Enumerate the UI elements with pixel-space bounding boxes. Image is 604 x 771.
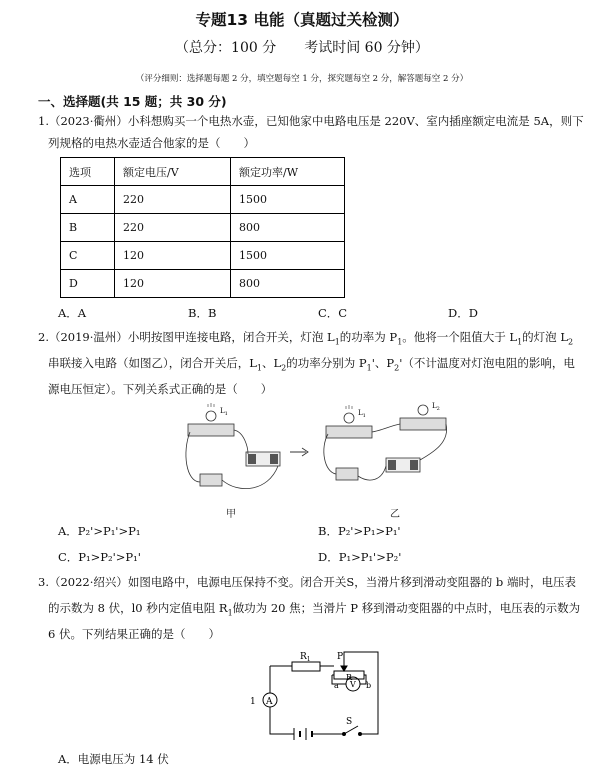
table-cell: 120 — [115, 242, 231, 270]
table-cell: 1500 — [231, 186, 345, 214]
q2-stem-line3: 源电压恒定）。下列关系式正确的是（ ） — [48, 382, 273, 396]
q2-stem-line1: 2.（2019·温州）小明按图甲连接电路，闭合开关，灯泡 $L_1$的功率为 $P_1$。他将一个阻值大于 $L_1$的灯泡 $L_2$ — [38, 330, 574, 347]
q2-circuit-figure — [178, 402, 452, 514]
q2-stem-line2: 串联接入电路（如图乙），闭合开关后，$L_1$、$L_2$的功率分别为 $P_1'$、$P_2'$（不计温度对灯泡电阻的影响，电 — [48, 356, 575, 373]
q1-stem-line2: 列规格的电热水壶适合他家的是（ ） — [48, 136, 255, 150]
q3-stem-line2: 的示数为 8 伏，l0 秒内定值电阻 $R_1$做功为 20 焦；当滑片 P 移到滑动变阻器的中点时，电压表的示数为 — [48, 601, 581, 618]
table-cell: 800 — [231, 214, 345, 242]
circuit-yi — [324, 402, 447, 480]
slider-label: P — [337, 652, 344, 662]
lamp-holder — [326, 426, 372, 438]
table-cell: B — [61, 214, 115, 242]
q3-stem-line1: 3.（2022·绍兴）如图电路中，电源电压保持不变。闭合开关S，当滑片移到滑动变阻器的 b 端时，电压表 — [38, 575, 576, 589]
bulb-icon — [418, 405, 428, 415]
circuit-jia — [186, 403, 280, 489]
switch-label: S — [346, 717, 353, 727]
page-subtitle: （总分：100 分 考试时间 60 分钟） — [175, 40, 429, 56]
end-b-label: b — [366, 681, 372, 690]
q1-option-c[interactable]: C．C — [318, 306, 348, 320]
ammeter-label: A — [266, 697, 273, 707]
table-cell: C — [61, 242, 115, 270]
table-row — [61, 270, 345, 298]
table-header-cell: 选项 — [61, 158, 115, 186]
bulb-icon — [206, 411, 216, 421]
end-a-label: a — [334, 681, 339, 690]
bulb-icon — [344, 413, 354, 423]
table-row — [61, 242, 345, 270]
q3-stem-line3: 6 伏。下列结果正确的是（ ） — [48, 627, 220, 641]
page-title: 专题13 电能（真题过关检测） — [195, 11, 409, 29]
q1-option-d[interactable]: D．D — [448, 306, 478, 320]
table-header-cell: 额定功率/W — [231, 158, 345, 186]
switch-icon — [200, 474, 222, 486]
r1-label: $R_1$ — [300, 652, 311, 663]
scoring-rules: （评分细则：选择题每题 2 分，填空题每空 1 分，探究题每空 2 分，解答题每空 2 分） — [135, 74, 469, 84]
switch-icon — [336, 468, 358, 480]
q2-option-b[interactable]: B．P₂'>P₁>P₁' — [318, 524, 401, 538]
switch-icon — [344, 726, 358, 734]
q3-circuit-figure — [248, 648, 388, 742]
figure-label-jia: 甲 — [226, 509, 236, 520]
lamp-holder — [188, 424, 234, 436]
table-cell: 220 — [115, 214, 231, 242]
q1-option-a[interactable]: A．A — [58, 306, 87, 320]
q1-stem-line1: 1.（2023·衢州）小科想购买一个电热水壶，已知他家中电路电压是 220V、室内插座额定电流是 5A，则下 — [38, 114, 584, 128]
table-cell: A — [61, 186, 115, 214]
table-header-cell: 额定电压/V — [115, 158, 231, 186]
bulb-label: $L_2$ — [432, 402, 440, 412]
figure-label-yi: 乙 — [390, 509, 400, 520]
q2-option-c[interactable]: C．P₁>P₂'>P₁' — [58, 550, 141, 564]
section-title: 一、选择题(共 15 题；共 30 分) — [38, 94, 227, 109]
slider-arrow-icon — [341, 666, 347, 671]
table-cell: 1500 — [231, 242, 345, 270]
q2-option-a[interactable]: A．P₂'>P₁'>P₁ — [58, 524, 141, 538]
figure-mark: 1 — [250, 697, 256, 707]
table-cell: 120 — [115, 270, 231, 298]
rheostat-label: R — [346, 673, 353, 682]
table-cell: 800 — [231, 270, 345, 298]
voltmeter-label: V — [350, 680, 356, 689]
q2-option-d[interactable]: D．P₁>P₁'>P₂' — [318, 550, 402, 564]
bulb-label: $L_1$ — [220, 407, 228, 417]
bulb-label: $L_1$ — [358, 409, 366, 419]
table-cell: D — [61, 270, 115, 298]
q3-option-a[interactable]: A．电源电压为 14 伏 — [58, 752, 169, 766]
q1-option-b[interactable]: B．B — [188, 306, 217, 320]
table-row — [61, 214, 345, 242]
table-row — [61, 186, 345, 214]
lamp-holder — [400, 418, 446, 430]
arrow-icon — [290, 448, 308, 456]
q1-spec-table — [60, 157, 345, 298]
table-header-row — [61, 158, 345, 186]
r1-resistor — [292, 662, 320, 671]
table-cell: 220 — [115, 186, 231, 214]
